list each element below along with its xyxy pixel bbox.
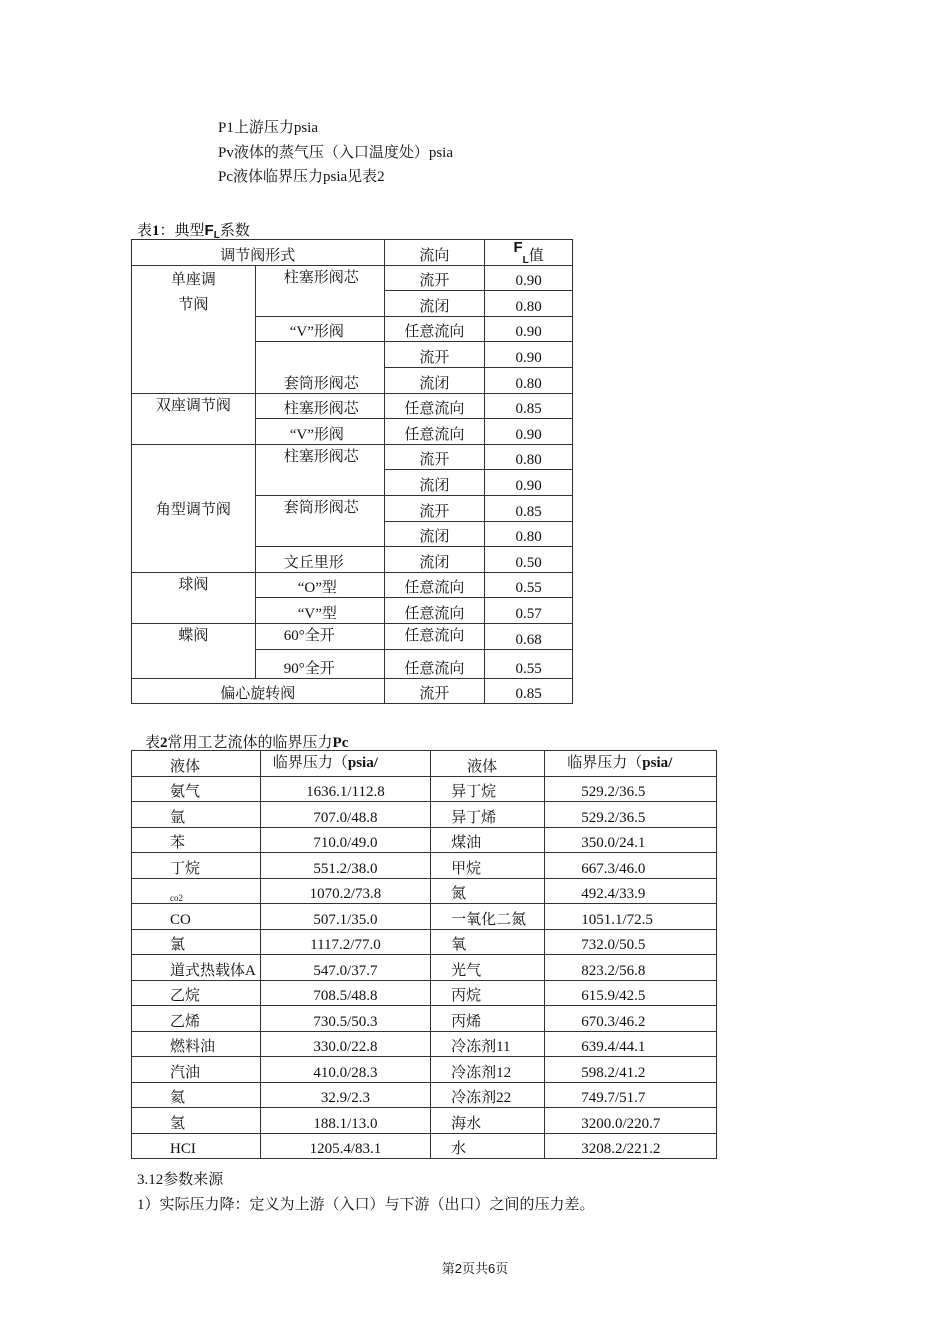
flow-cell: 流闭	[384, 470, 485, 496]
pressure-value: 823.2/56.8	[545, 955, 717, 981]
table-row	[132, 1006, 717, 1032]
table-row	[132, 802, 717, 828]
flow-cell: 任意流向	[384, 419, 485, 445]
value-cell: 0.90	[485, 419, 573, 445]
fluid-name: 氯	[132, 929, 261, 955]
fluid-name: 一氧化二氮	[431, 904, 545, 930]
header-fluid: 液体	[431, 751, 545, 777]
fluid-name: 光气	[431, 955, 545, 981]
core-plunger: 柱塞形阀芯	[255, 265, 384, 316]
flow-cell: 流开	[384, 265, 485, 291]
intro-line-pc: Pc液体临界压力psia见表2	[218, 169, 385, 185]
table-row	[132, 678, 573, 704]
header-fluid: 液体	[132, 751, 261, 777]
value-cell: 0.68	[485, 623, 573, 649]
fluid-name: 丙烷	[431, 980, 545, 1006]
fluid-name: CO	[132, 904, 261, 930]
flow-cell: 流闭	[384, 291, 485, 317]
table-row	[132, 776, 717, 802]
pressure-value: 732.0/50.5	[545, 929, 717, 955]
value-cell: 0.50	[485, 547, 573, 573]
pressure-value: 710.0/49.0	[260, 827, 430, 853]
fluid-name: 苯	[132, 827, 261, 853]
pressure-value: 507.1/35.0	[260, 904, 430, 930]
section-heading: 3.12参数来源	[137, 1172, 224, 1188]
value-cell: 0.57	[485, 598, 573, 624]
header-flow: 流向	[384, 240, 485, 266]
pressure-value: 547.0/37.7	[260, 955, 430, 981]
flow-cell: 流闭	[384, 547, 485, 573]
value-cell: 0.80	[485, 367, 573, 393]
table-row	[132, 623, 573, 649]
flow-cell: 流开	[384, 495, 485, 521]
fluid-name: 氮	[431, 878, 545, 904]
page-footer: 第2页共6页	[441, 1261, 509, 1276]
paragraph-pressure-drop: 1）实际压力降：定义为上游（入口）与下游（出口）之间的压力差。	[137, 1197, 595, 1213]
pressure-value: 3200.0/220.7	[545, 1108, 717, 1134]
intro-line-pv: Pv液体的蒸气压（入口温度处）psia	[218, 145, 454, 161]
group-ball: 球阀	[132, 572, 256, 623]
pressure-value: 708.5/48.8	[260, 980, 430, 1006]
table-row	[132, 1031, 717, 1057]
pressure-value: 1051.1/72.5	[545, 904, 717, 930]
fluid-name: 甲烷	[431, 853, 545, 879]
value-cell: 0.85	[485, 393, 573, 419]
flow-cell: 流开	[384, 342, 485, 368]
core-venturi: 文丘里形	[255, 547, 384, 573]
table-fl-coefficients	[131, 239, 573, 704]
fluid-name: 异丁烷	[431, 776, 545, 802]
fluid-name: 氦	[132, 1082, 261, 1108]
flow-cell: 流闭	[384, 367, 485, 393]
pressure-value: 1205.4/83.1	[260, 1133, 430, 1159]
pressure-value: 350.0/24.1	[545, 827, 717, 853]
core-60deg: 60°全开	[255, 623, 384, 649]
table-row	[132, 955, 717, 981]
core-90deg: 90°全开	[255, 649, 384, 678]
table-row	[132, 1057, 717, 1083]
value-cell: 0.85	[485, 495, 573, 521]
header-pressure: 临界压力（psia/	[260, 751, 430, 777]
fluid-name: 乙烷	[132, 980, 261, 1006]
fluid-name: 异丁烯	[431, 802, 545, 828]
table-row	[132, 929, 717, 955]
table-row	[132, 444, 573, 470]
header-pressure: 临界压力（psia/	[545, 751, 717, 777]
core-plunger: 柱塞形阀芯	[255, 393, 384, 419]
flow-cell: 流开	[384, 444, 485, 470]
pressure-value: 1636.1/112.8	[260, 776, 430, 802]
fluid-name: 水	[431, 1133, 545, 1159]
table1-header-row	[132, 240, 573, 266]
table2-body	[132, 776, 717, 1159]
fluid-name: 燃料油	[132, 1031, 261, 1057]
value-cell: 0.80	[485, 291, 573, 317]
pressure-value: 3208.2/221.2	[545, 1133, 717, 1159]
fluid-name: 乙烯	[132, 1006, 261, 1032]
group-butterfly: 蝶阀	[132, 623, 256, 678]
header-valve-type: 调节阀形式	[132, 240, 385, 266]
pressure-value: 1117.2/77.0	[260, 929, 430, 955]
value-cell: 0.55	[485, 649, 573, 678]
value-cell: 0.85	[485, 678, 573, 704]
table-row	[132, 393, 573, 419]
table-row	[132, 1133, 717, 1159]
core-sleeve: 套筒形阀芯	[255, 342, 384, 393]
value-cell: 0.90	[485, 316, 573, 342]
group-single-seat: 单座调 节阀	[132, 265, 256, 393]
fluid-name: 氨气	[132, 776, 261, 802]
fluid-name: 氢	[132, 1108, 261, 1134]
flow-cell: 任意流向	[384, 623, 485, 649]
table-row	[132, 853, 717, 879]
core-v-shape: “V”形阀	[255, 419, 384, 445]
fluid-name: 道式热载体A	[132, 955, 261, 981]
table-row	[132, 904, 717, 930]
flow-cell: 流闭	[384, 521, 485, 547]
fluid-name: 汽油	[132, 1057, 261, 1083]
table-row	[132, 265, 573, 291]
pressure-value: 330.0/22.8	[260, 1031, 430, 1057]
pressure-value: 615.9/42.5	[545, 980, 717, 1006]
table-row	[132, 572, 573, 598]
group-angle: 角型调节阀	[132, 444, 256, 572]
value-cell: 0.80	[485, 521, 573, 547]
fluid-name: 丙烯	[431, 1006, 545, 1032]
value-cell: 0.55	[485, 572, 573, 598]
intro-line-p1: P1上游压力psia	[218, 120, 319, 136]
value-cell: 0.90	[485, 470, 573, 496]
table-row	[132, 1082, 717, 1108]
pressure-value: 670.3/46.2	[545, 1006, 717, 1032]
value-cell: 0.80	[485, 444, 573, 470]
group-eccentric: 偏心旋转阀	[132, 678, 385, 704]
table2-header-row	[132, 751, 717, 777]
pressure-value: 598.2/41.2	[545, 1057, 717, 1083]
core-v-shape: “V”形阀	[255, 316, 384, 342]
core-o-type: “O”型	[255, 572, 384, 598]
table-row	[132, 1108, 717, 1134]
pressure-value: 707.0/48.8	[260, 802, 430, 828]
core-v-type: “V”型	[255, 598, 384, 624]
pressure-value: 730.5/50.3	[260, 1006, 430, 1032]
fluid-name: 氩	[132, 802, 261, 828]
fluid-name: co2	[132, 878, 261, 904]
fluid-name: 冷冻剂12	[431, 1057, 545, 1083]
table1-caption: 表1：典型$F_L$系数	[137, 222, 250, 241]
group-double-seat: 双座调节阀	[132, 393, 256, 444]
value-cell: 0.90	[485, 265, 573, 291]
fluid-name: 海水	[431, 1108, 545, 1134]
table-critical-pressure	[131, 750, 717, 1159]
pressure-value: 188.1/13.0	[260, 1108, 430, 1134]
core-plunger: 柱塞形阀芯	[255, 444, 384, 495]
fluid-name: HCI	[132, 1133, 261, 1159]
flow-cell: 流开	[384, 678, 485, 704]
fluid-name: 煤油	[431, 827, 545, 853]
pressure-value: 410.0/28.3	[260, 1057, 430, 1083]
pressure-value: 492.4/33.9	[545, 878, 717, 904]
core-sleeve: 套筒形阀芯	[255, 495, 384, 546]
pressure-value: 551.2/38.0	[260, 853, 430, 879]
pressure-value: 667.3/46.0	[545, 853, 717, 879]
flow-cell: 任意流向	[384, 572, 485, 598]
header-fl-value: $F_L$值	[485, 240, 573, 266]
table-row	[132, 878, 717, 904]
flow-cell: 任意流向	[384, 316, 485, 342]
fluid-name: 冷冻剂22	[431, 1082, 545, 1108]
flow-cell: 任意流向	[384, 393, 485, 419]
table-row	[132, 980, 717, 1006]
pressure-value: 749.7/51.7	[545, 1082, 717, 1108]
pressure-value: 32.9/2.3	[260, 1082, 430, 1108]
table-row	[132, 827, 717, 853]
fluid-name: 丁烷	[132, 853, 261, 879]
pressure-value: 1070.2/73.8	[260, 878, 430, 904]
fluid-name: 氧	[431, 929, 545, 955]
flow-cell: 任意流向	[384, 649, 485, 678]
pressure-value: 639.4/44.1	[545, 1031, 717, 1057]
fluid-name: 冷冻剂11	[431, 1031, 545, 1057]
flow-cell: 任意流向	[384, 598, 485, 624]
pressure-value: 529.2/36.5	[545, 802, 717, 828]
pressure-value: 529.2/36.5	[545, 776, 717, 802]
table2-caption: 表2常用工艺流体的临界压力Pc	[145, 735, 349, 751]
value-cell: 0.90	[485, 342, 573, 368]
